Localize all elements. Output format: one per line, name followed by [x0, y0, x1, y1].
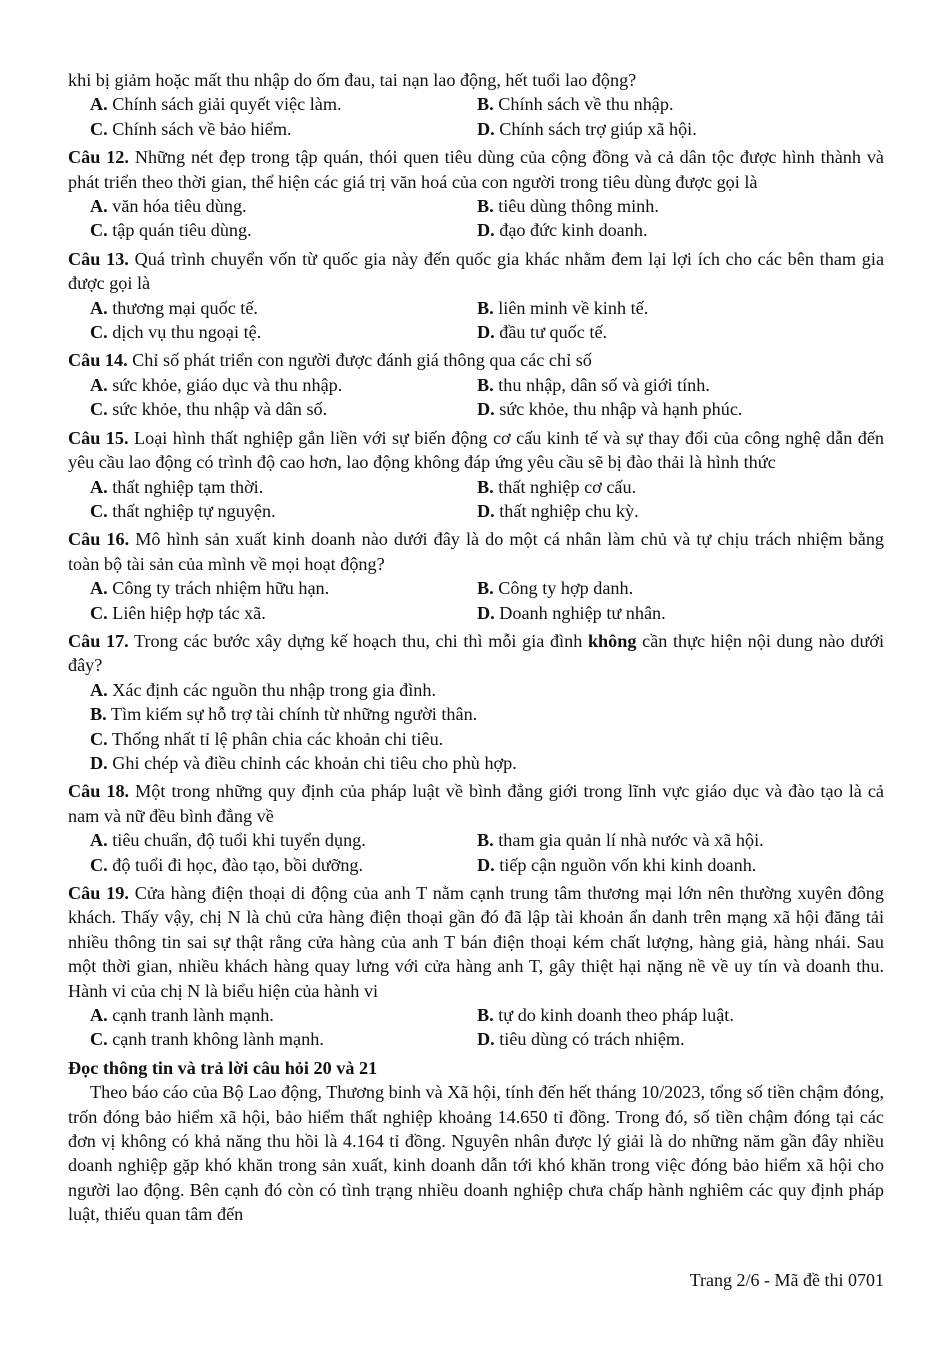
- question-stem: [68, 527, 884, 576]
- option-text: tiêu chuẩn, độ tuổi khi tuyển dụng.: [112, 830, 366, 851]
- option-letter: A.: [90, 1005, 108, 1026]
- option-a[interactable]: [90, 1003, 477, 1027]
- option-d[interactable]: [477, 1027, 884, 1051]
- option-c[interactable]: [90, 499, 477, 523]
- option-text: Liên hiệp hợp tác xã.: [112, 602, 266, 623]
- option-text: thương mại quốc tế.: [112, 297, 258, 318]
- question-text: Chỉ số phát triển con người được đánh giá thông qua các chỉ số: [132, 350, 592, 371]
- option-text: thất nghiệp chu kỳ.: [499, 500, 639, 521]
- question-11-continuation: [68, 68, 884, 141]
- option-text: Xác định các nguồn thu nhập trong gia đình.: [112, 679, 436, 700]
- options: [90, 1003, 884, 1052]
- option-text: văn hóa tiêu dùng.: [112, 196, 247, 217]
- option-text: tiêu dùng thông minh.: [498, 196, 659, 217]
- option-text: tham gia quản lí nhà nước và xã hội.: [498, 830, 764, 851]
- option-letter: B.: [477, 297, 494, 318]
- option-c[interactable]: [90, 320, 477, 344]
- option-a[interactable]: [90, 92, 477, 116]
- question-16: [68, 527, 884, 625]
- option-letter: B.: [477, 578, 494, 599]
- question-14: [68, 348, 884, 421]
- option-text: Chính sách giải quyết việc làm.: [112, 94, 342, 115]
- option-d[interactable]: [477, 218, 884, 242]
- option-d[interactable]: [477, 853, 884, 877]
- option-b[interactable]: [477, 828, 884, 852]
- option-a[interactable]: [90, 296, 477, 320]
- option-text: thất nghiệp tự nguyện.: [112, 500, 276, 521]
- option-c[interactable]: [90, 397, 477, 421]
- option-text: liên minh về kinh tế.: [498, 297, 649, 318]
- option-text: tập quán tiêu dùng.: [112, 220, 252, 241]
- option-a[interactable]: [90, 828, 477, 852]
- options: [90, 194, 884, 243]
- option-b[interactable]: [477, 475, 884, 499]
- options: [90, 296, 884, 345]
- option-d[interactable]: [477, 320, 884, 344]
- reading-passage: Theo báo cáo của Bộ Lao động, Thương binh và Xã hội, tính đến hết tháng 10/2023, tổng số tiền chậm đóng, trốn đóng bảo hiểm xã hội, bảo hiểm thất nghiệp khoảng 14.650 tỉ đồng. Trong đó, số tiền chậm đóng tại các đơn vị không có khả năng thu hồi là 4.164 tỉ đồng. Nguyên nhân được lý giải là do những năm gần đây nhiều doanh nghiệp gặp khó khăn trong sản xuất, kinh doanh dẫn tới khó khăn trong việc đóng bảo hiểm xã hội cho người lao động. Bên cạnh đó còn có tình trạng nhiều doanh nghiệp chưa chấp hành nghiêm các quy định pháp luật, thiếu quan tâm đến: [68, 1082, 884, 1225]
- option-a[interactable]: [90, 373, 477, 397]
- option-text: Công ty trách nhiệm hữu hạn.: [112, 578, 330, 599]
- option-a[interactable]: [90, 475, 477, 499]
- option-letter: C.: [90, 118, 108, 139]
- option-text: đầu tư quốc tế.: [499, 322, 608, 343]
- question-emphasis: không: [587, 630, 637, 651]
- option-text: sức khỏe, giáo dục và thu nhập.: [112, 374, 343, 395]
- option-text: cạnh tranh lành mạnh.: [112, 1005, 274, 1026]
- option-c[interactable]: [90, 727, 884, 751]
- option-text: tiêu dùng có trách nhiệm.: [499, 1029, 685, 1050]
- option-d[interactable]: [477, 397, 884, 421]
- question-text: Cửa hàng điện thoại di động của anh T nằm cạnh trung tâm thương mại lớn nên thường xuyên đông khách. Thấy vậy, chị N là chủ cửa hàng điện thoại gần đó đã lập tài khoản ẩn danh trên mạng xã hội đăng tải nhiều thông tin sai sự thật rằng cửa hàng của anh T bán điện thoại kém chất lượng, hàng giả, hàng nhái. Sau một thời gian, nhiều khách hàng quay lưng với cửa hàng anh T, gây thiệt hại nặng nề về uy tín và doanh thu. Hành vi của chị N là biểu hiện của hành vi: [68, 883, 884, 1001]
- option-letter: D.: [477, 602, 495, 623]
- option-text: cạnh tranh không lành mạnh.: [112, 1029, 324, 1050]
- question-number: Câu 18.: [68, 781, 130, 802]
- option-text: Tìm kiếm sự hỗ trợ tài chính từ những người thân.: [110, 704, 478, 725]
- question-19: [68, 881, 884, 1052]
- options: [90, 92, 884, 141]
- option-letter: D.: [477, 1029, 495, 1050]
- option-b[interactable]: [477, 1003, 884, 1027]
- options: [90, 373, 884, 422]
- option-text: Chính sách về bảo hiểm.: [112, 118, 292, 139]
- option-letter: A.: [90, 578, 108, 599]
- option-letter: B.: [477, 476, 494, 497]
- question-15: [68, 426, 884, 524]
- option-a[interactable]: [90, 194, 477, 218]
- question-text: Mô hình sản xuất kinh doanh nào dưới đây là do một cá nhân làm chủ và tự chịu trách nhiệm bằng toàn bộ tài sản của mình về mọi hoạt động?: [68, 529, 885, 574]
- question-17: [68, 629, 884, 775]
- question-text: cần thực hiện nội dung nào dưới đây?: [68, 630, 885, 676]
- option-letter: C.: [90, 500, 108, 521]
- option-b[interactable]: [477, 194, 884, 218]
- question-stem: [68, 881, 884, 1003]
- option-letter: C.: [90, 220, 108, 241]
- option-text: Doanh nghiệp tư nhân.: [499, 602, 666, 623]
- question-number: Câu 13.: [68, 248, 129, 269]
- option-d[interactable]: [477, 117, 884, 141]
- question-stem: [68, 348, 884, 372]
- option-letter: B.: [477, 830, 494, 851]
- question-number: Câu 16.: [68, 529, 130, 550]
- options: [90, 828, 884, 877]
- option-letter: C.: [90, 854, 108, 875]
- question-stem: [68, 426, 884, 475]
- option-c[interactable]: [90, 853, 477, 877]
- exam-page: [68, 68, 884, 1227]
- option-text: Chính sách trợ giúp xã hội.: [499, 118, 697, 139]
- option-letter: B.: [477, 94, 494, 115]
- option-d[interactable]: [90, 751, 884, 775]
- option-a[interactable]: [90, 576, 477, 600]
- option-c[interactable]: [90, 601, 477, 625]
- option-letter: A.: [90, 297, 108, 318]
- option-text: thất nghiệp cơ cấu.: [498, 476, 637, 497]
- option-letter: B.: [477, 1005, 494, 1026]
- option-letter: A.: [90, 830, 108, 851]
- option-text: độ tuổi đi học, đào tạo, bồi dưỡng.: [112, 854, 364, 875]
- option-text: thu nhập, dân số và giới tính.: [498, 374, 710, 395]
- option-letter: D.: [477, 399, 495, 420]
- option-text: Thống nhất tỉ lệ phân chia các khoản chi tiêu.: [111, 728, 444, 749]
- option-letter: A.: [90, 94, 108, 115]
- question-12: [68, 145, 884, 243]
- option-letter: C.: [90, 399, 108, 420]
- question-text: Những nét đẹp trong tập quán, thói quen tiêu dùng của cộng đồng và cả dân tộc được hình thành và phát triển theo thời gian, thể hiện các giá trị văn hoá của con người trong tiêu dùng được gọi là: [68, 147, 885, 192]
- option-letter: B.: [90, 704, 107, 725]
- option-b[interactable]: [90, 702, 884, 726]
- option-letter: C.: [90, 728, 108, 749]
- question-text: khi bị giảm hoặc mất thu nhập do ốm đau, tai nạn lao động, hết tuổi lao động?: [68, 70, 637, 90]
- option-d[interactable]: [477, 601, 884, 625]
- option-letter: A.: [90, 374, 108, 395]
- option-letter: D.: [477, 118, 495, 139]
- question-stem: [68, 145, 884, 194]
- option-letter: B.: [477, 196, 494, 217]
- option-letter: D.: [477, 322, 495, 343]
- option-b[interactable]: [477, 296, 884, 320]
- question-text: Một trong những quy định của pháp luật về bình đẳng giới trong lĩnh vực giáo dục và đào tạo là cả nam và nữ đều bình đẳng về: [68, 781, 885, 826]
- question-number: Câu 15.: [68, 427, 129, 448]
- section-heading: Đọc thông tin và trả lời câu hỏi 20 và 21: [68, 1057, 378, 1078]
- option-letter: D.: [477, 854, 495, 875]
- option-c[interactable]: [90, 218, 477, 242]
- question-13: [68, 247, 884, 345]
- option-letter: C.: [90, 322, 108, 343]
- options: [90, 576, 884, 625]
- option-text: sức khỏe, thu nhập và hạnh phúc.: [499, 399, 743, 420]
- option-letter: D.: [477, 220, 495, 241]
- question-text: Quá trình chuyển vốn từ quốc gia này đến quốc gia khác nhằm đem lại lợi ích cho các bên tham gia được gọi là: [68, 248, 885, 294]
- question-stem: [68, 779, 884, 828]
- options: [90, 678, 884, 776]
- question-stem: [68, 629, 884, 678]
- question-number: Câu 12.: [68, 147, 129, 168]
- question-number: Câu 14.: [68, 350, 128, 371]
- option-c[interactable]: [90, 117, 477, 141]
- option-text: Công ty hợp danh.: [498, 578, 634, 599]
- option-text: thất nghiệp tạm thời.: [112, 476, 264, 497]
- option-a[interactable]: [90, 678, 884, 702]
- option-text: đạo đức kinh doanh.: [499, 220, 648, 241]
- option-text: sức khỏe, thu nhập và dân số.: [112, 399, 328, 420]
- option-text: Chính sách về thu nhập.: [498, 94, 674, 115]
- option-letter: D.: [477, 500, 495, 521]
- option-letter: C.: [90, 1029, 108, 1050]
- options: [90, 475, 884, 524]
- question-18: [68, 779, 884, 877]
- question-text: Loại hình thất nghiệp gắn liền với sự biến động cơ cấu kinh tế và sự thay đổi của công nghệ dẫn đến yêu cầu lao động có trình độ cao hơn, lao động không đáp ứng yêu cầu sẽ bị đào thải là hình thức: [68, 427, 885, 473]
- option-letter: B.: [477, 374, 494, 395]
- option-letter: A.: [90, 196, 108, 217]
- option-b[interactable]: [477, 92, 884, 116]
- question-stem: [68, 247, 884, 296]
- page-footer: Trang 2/6 - Mã đề thi 0701: [689, 1270, 884, 1290]
- option-b[interactable]: [477, 576, 884, 600]
- option-text: dịch vụ thu ngoại tệ.: [112, 322, 262, 343]
- option-letter: A.: [90, 476, 108, 497]
- question-text: Trong các bước xây dựng kế hoạch thu, chi thì mỗi gia đình: [134, 630, 583, 651]
- option-letter: C.: [90, 602, 108, 623]
- option-text: tự do kinh doanh theo pháp luật.: [498, 1005, 734, 1026]
- option-letter: A.: [90, 679, 108, 700]
- question-number: Câu 17.: [68, 630, 129, 651]
- option-text: tiếp cận nguồn vốn khi kinh doanh.: [499, 854, 757, 875]
- option-c[interactable]: [90, 1027, 477, 1051]
- option-letter: D.: [90, 752, 108, 773]
- option-text: Ghi chép và điều chỉnh các khoản chi tiêu cho phù hợp.: [112, 752, 517, 773]
- option-d[interactable]: [477, 499, 884, 523]
- option-b[interactable]: [477, 373, 884, 397]
- question-number: Câu 19.: [68, 883, 129, 903]
